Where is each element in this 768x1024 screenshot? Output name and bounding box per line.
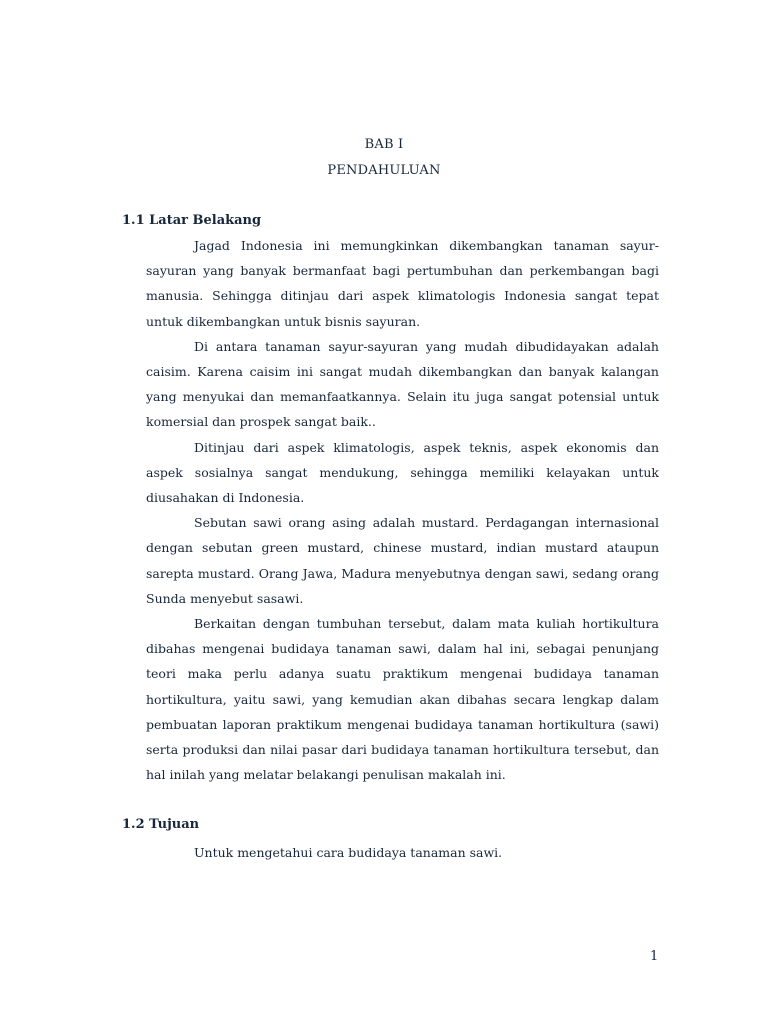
paragraph: Jagad Indonesia ini memungkinkan dikembangkan tanaman sayur-sayuran yang banyak bermanfaat bagi pertumbuhan dan perkembangan bagi manusia. Sehingga ditinjau dari aspek klimatologis Indonesia sangat tepat untuk dikembangkan untuk bisnis sayuran. [146, 238, 659, 329]
section-body-latar-belakang [146, 233, 659, 787]
chapter-title: PENDAHULUAN [327, 163, 441, 178]
section-body-tujuan [146, 840, 659, 865]
chapter-label: BAB I [364, 137, 404, 152]
paragraph: Berkaitan dengan tumbuhan tersebut, dalam mata kuliah hortikultura dibahas mengenai budidaya tanaman sawi, dalam hal ini, sebagai penunjang teori maka perlu adanya suatu praktikum mengenai budidaya tanaman hortikultura, yaitu sawi, yang kemudian akan dibahas secara lengkap dalam pembuatan laporan praktikum mengenai budidaya tanaman hortikultura (sawi) serta produksi dan nilai pasar dari budidaya tanaman hortikultura tersebut, dan hal inilah yang melatar belakangi penulisan makalah ini. [146, 616, 659, 783]
paragraph: Di antara tanaman sayur-sayuran yang mudah dibudidayakan adalah caisim. Karena caisim ini sangat mudah dikembangkan dan banyak kalangan yang menyukai dan memanfaatkannya. Selain itu juga sangat potensial untuk komersial dan prospek sangat baik.. [146, 338, 659, 430]
section-heading-latar-belakang: 1.1 Latar Belakang [122, 213, 262, 228]
page-number: 1 [650, 949, 659, 964]
paragraph: Untuk mengetahui cara budidaya tanaman sawi. [194, 845, 503, 860]
paragraph: Ditinjau dari aspek klimatologis, aspek teknis, aspek ekonomis dan aspek sosialnya sangat mendukung, sehingga memiliki kelayakan untuk diusahakan di Indonesia. [146, 439, 659, 506]
paragraph: Sebutan sawi orang asing adalah mustard. Perdagangan internasional dengan sebutan green mustard, chinese mustard, indian mustard ataupun sarepta mustard. Orang Jawa, Madura menyebutnya dengan sawi, sedang orang Sunda menyebut sasawi. [146, 515, 659, 606]
section-heading-tujuan: 1.2 Tujuan [122, 817, 200, 832]
